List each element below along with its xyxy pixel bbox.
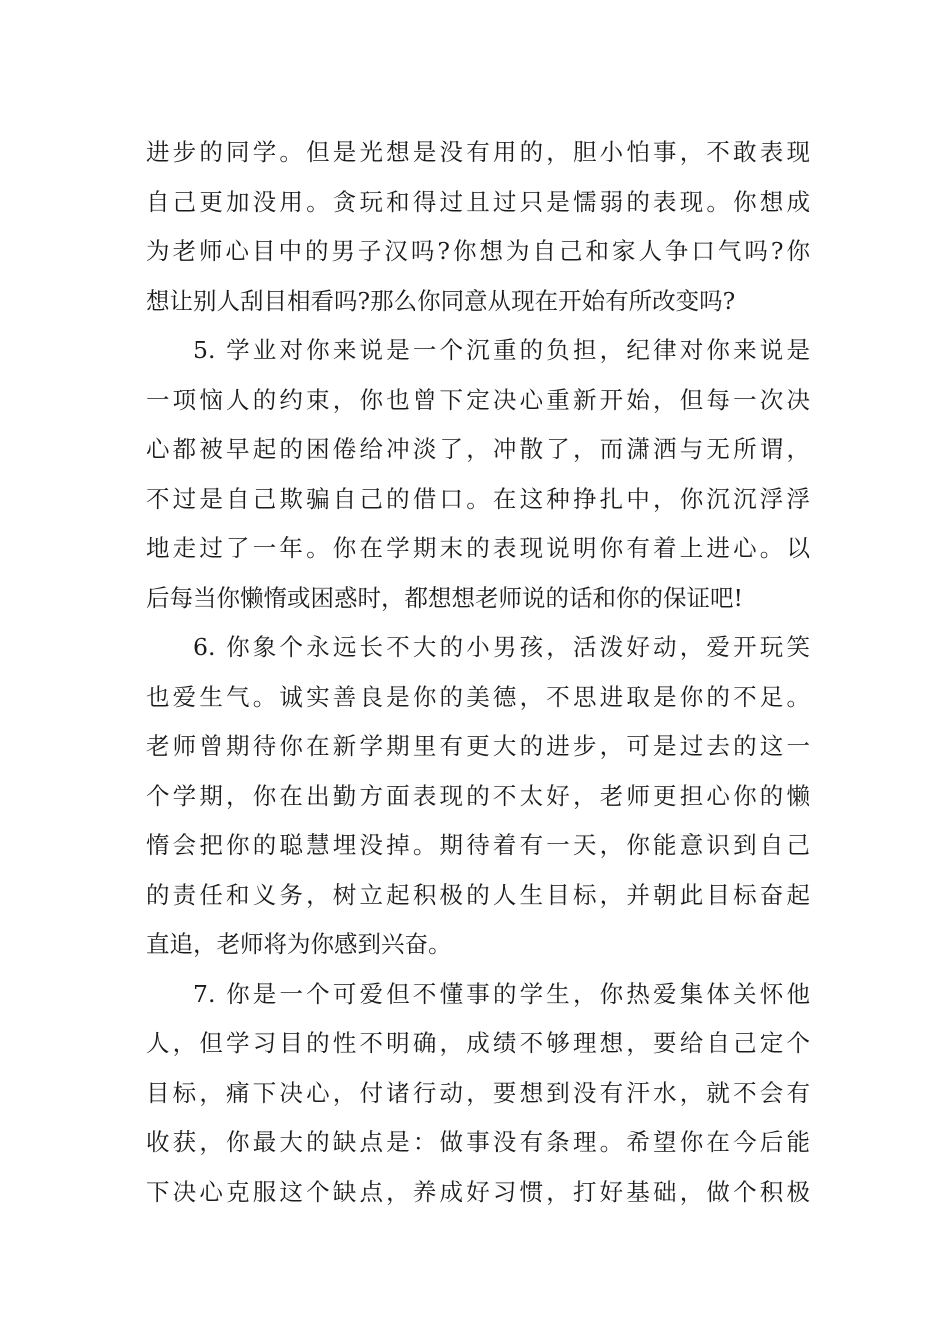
text-line: 直追，老师将为你感到兴奋。 (146, 930, 452, 958)
text-line: 6. 你象个永远长不大的小男孩，活泼好动，爱开玩笑 (193, 633, 810, 661)
text-line: 个学期，你在出勤方面表现的不太好，老师更担心你的懒 (146, 781, 810, 810)
text-line: 心都被早起的困倦给冲淡了，冲散了，而潇洒与无所谓， (146, 435, 810, 463)
body-text (146, 128, 810, 1217)
text-line: 一项恼人的约束，你也曾下定决心重新开始，但每一次决 (146, 385, 810, 414)
text-line: 地走过了一年。你在学期末的表现说明你有着上进心。以 (146, 534, 810, 562)
text-line: 进步的同学。但是光想是没有用的，胆小怕事，不敢表现 (146, 138, 810, 166)
text-line: 下决心克服这个缺点，养成好习惯，打好基础，做个积极 (146, 1177, 810, 1206)
text-line: 想让别人刮目相看吗?那么你同意从现在开始有所改变吗? (146, 286, 736, 315)
text-line: 老师曾期待你在新学期里有更大的进步，可是过去的这一 (146, 732, 810, 760)
text-line: 后每当你懒惰或困惑时，都想想老师说的话和你的保证吧! (146, 583, 743, 612)
text-line: 5. 学业对你来说是一个沉重的负担，纪律对你来说是 (193, 336, 810, 364)
text-line: 7. 你是一个可爱但不懂事的学生，你热爱集体关怀他 (193, 979, 810, 1008)
text-line: 收获，你最大的缺点是：做事没有条理。希望你在今后能 (146, 1128, 810, 1156)
text-line: 惰会把你的聪慧埋没掉。期待着有一天，你能意识到自己 (146, 831, 810, 859)
text-line: 人，但学习目的性不明确，成绩不够理想，要给自己定个 (146, 1029, 810, 1057)
text-line: 自己更加没用。贪玩和得过且过只是懦弱的表现。你想成 (146, 187, 810, 216)
text-line: 目标，痛下决心，付诸行动，要想到没有汗水，就不会有 (146, 1078, 810, 1107)
text-line: 为老师心目中的男子汉吗?你想为自己和家人争口气吗?你 (146, 237, 810, 265)
text-line: 也爱生气。诚实善良是你的美德，不思进取是你的不足。 (146, 682, 810, 711)
text-line: 的责任和义务，树立起积极的人生目标，并朝此目标奋起 (146, 880, 810, 909)
text-line: 不过是自己欺骗自己的借口。在这种挣扎中，你沉沉浮浮 (146, 484, 810, 513)
